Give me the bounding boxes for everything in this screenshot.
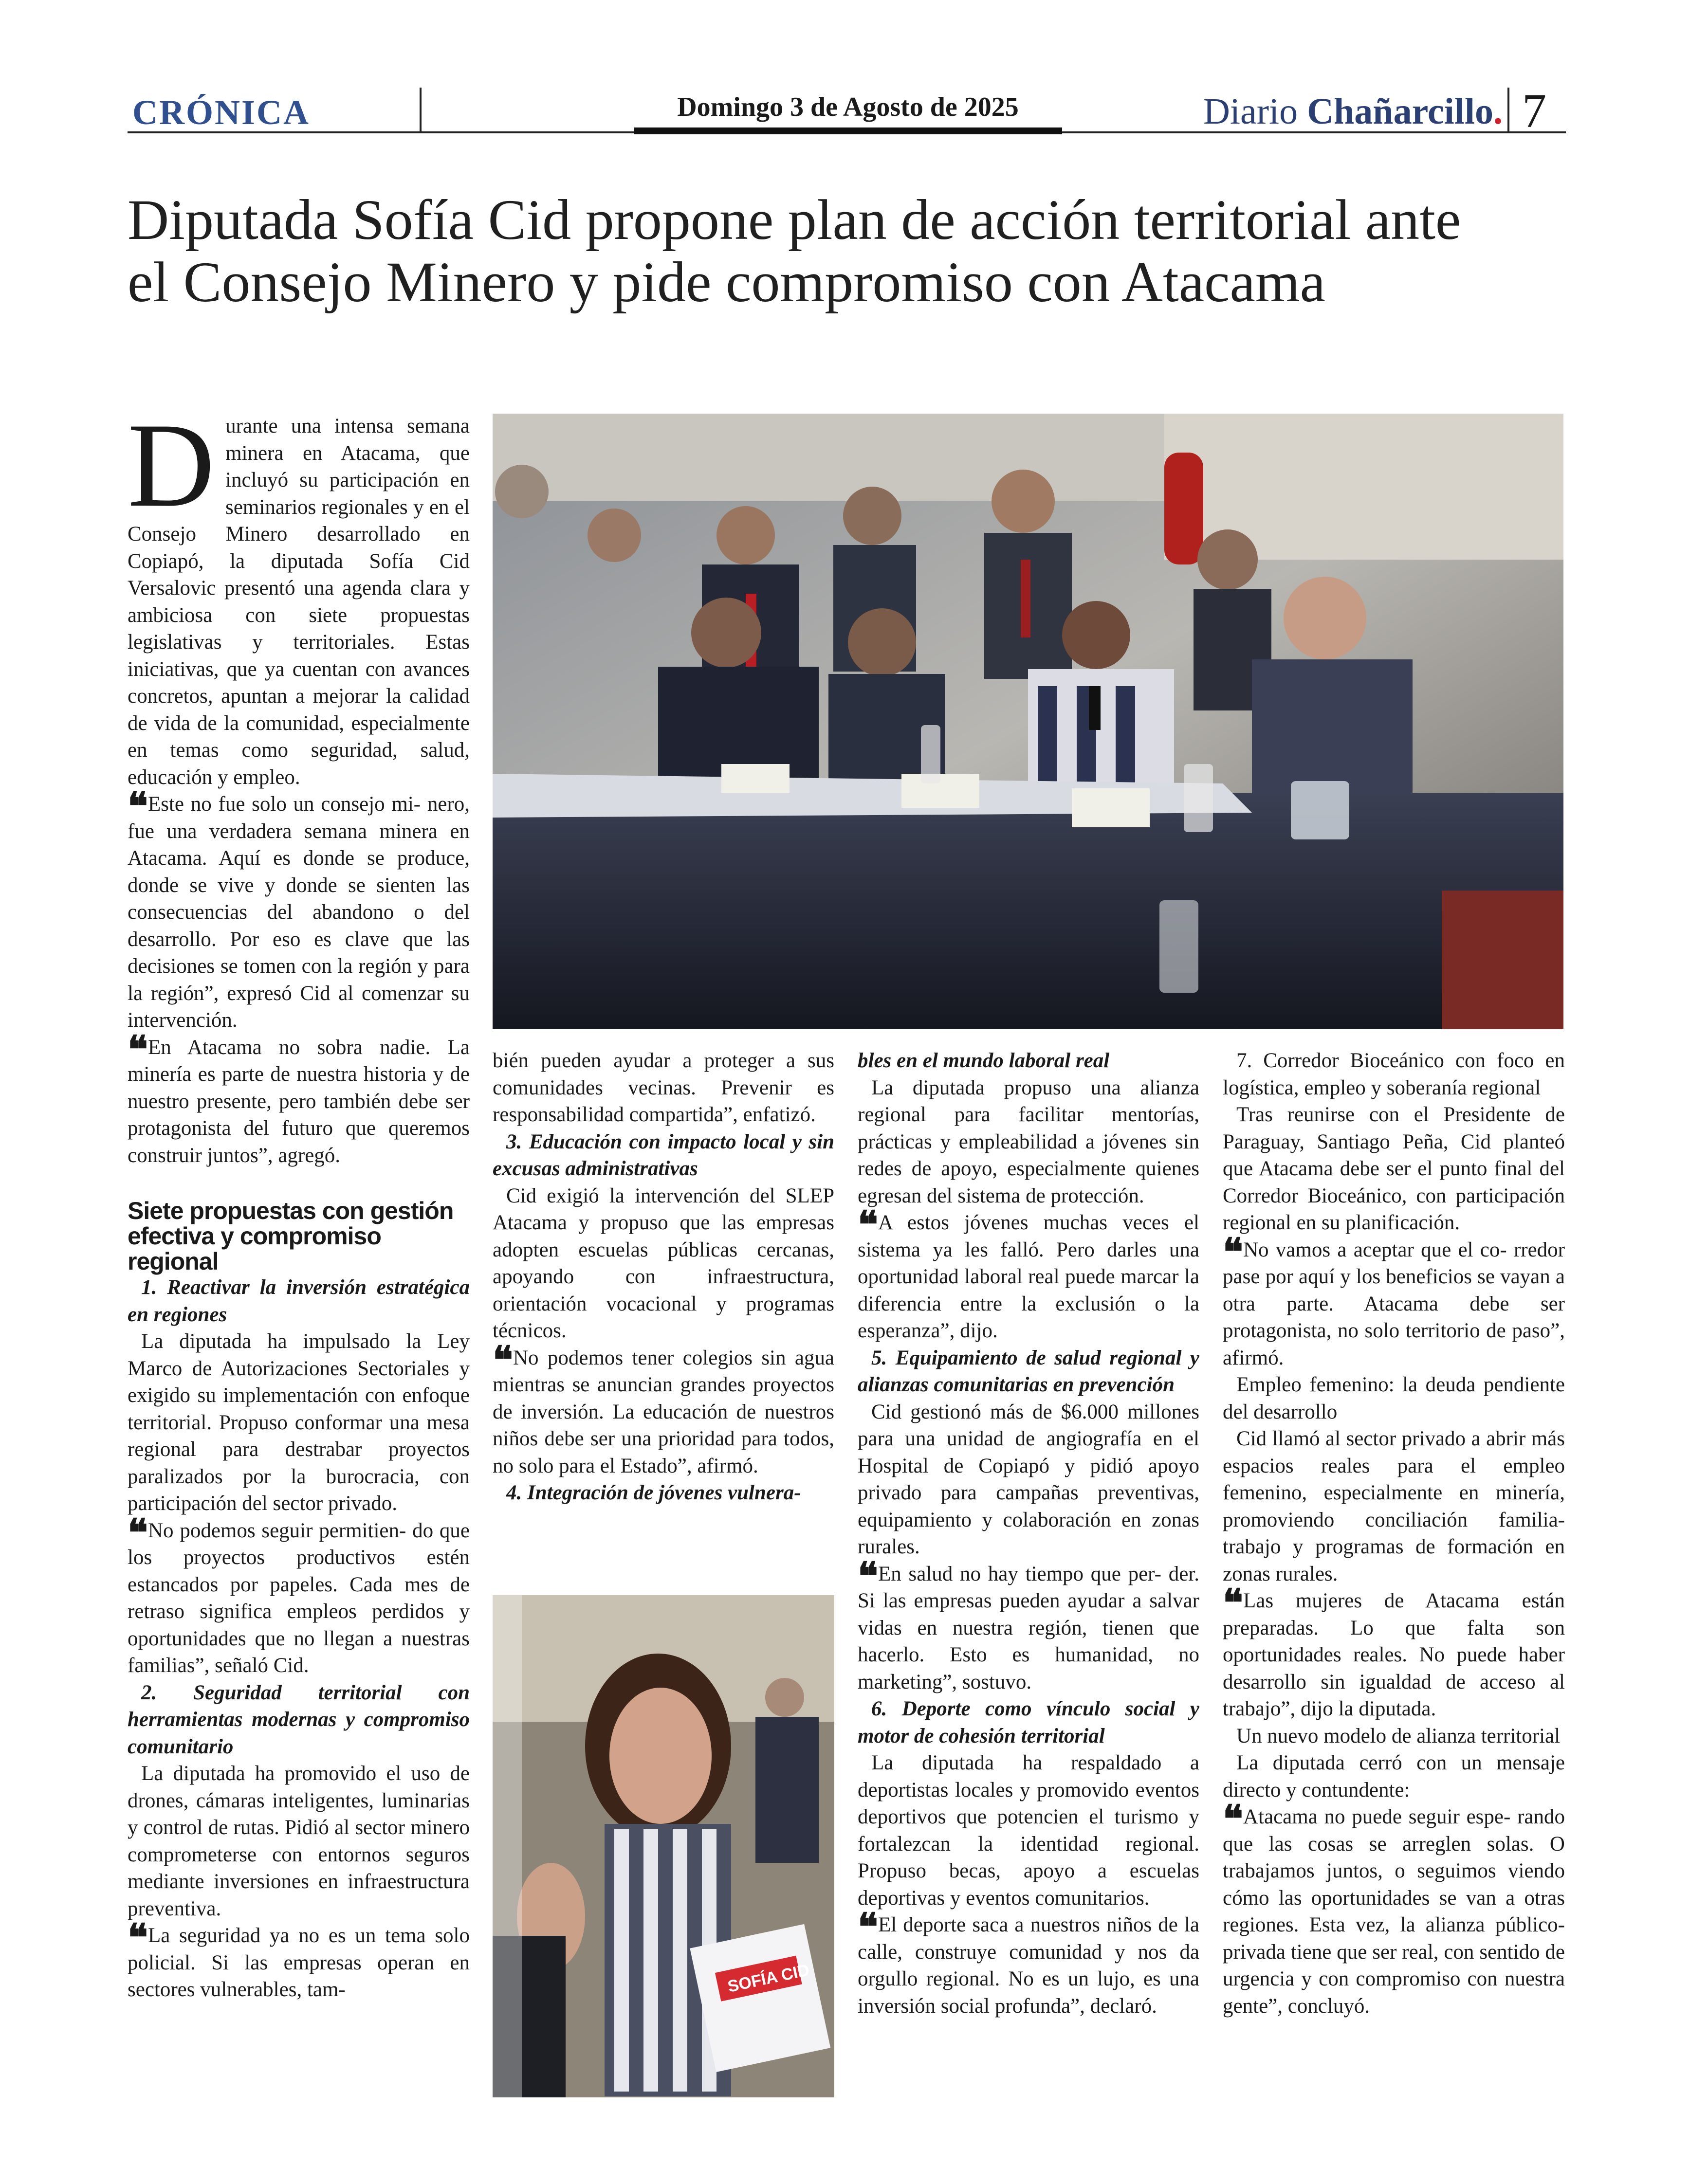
quote-first-line: No vamos a aceptar que el co-	[1243, 1238, 1507, 1261]
quote-first-line: Atacama no puede seguir espe-	[1243, 1805, 1511, 1828]
drop-cap: D	[128, 398, 215, 532]
quote-first-line: No podemos tener colegios	[513, 1346, 753, 1369]
quote-text: preparadas. Lo que falta son oportunidades reales. No puede haber desarrollo sin igualdad de acceso al trabajo”, dijo la diputada.	[1223, 1616, 1565, 1720]
section-title: Empleo femenino: la deuda pendiente del desarrollo	[1223, 1373, 1565, 1423]
quote-mark-icon: ❝	[128, 1511, 145, 1554]
quote-mark-icon: ❝	[128, 1917, 145, 1959]
article-column-1	[128, 398, 470, 2003]
proposal-heading: 3. Educación con impacto local y sin excusas administrativas	[493, 1130, 834, 1180]
proposal-heading: 5. Equipamiento de salud regional y alianzas comunitarias en prevención	[858, 1346, 1199, 1396]
main-photo	[493, 414, 1563, 1029]
paper-prefix: Diario	[1203, 91, 1307, 132]
headline: Diputada Sofía Cid propone plan de acción territorial ante el Consejo Minero y pide compromiso con Atacama	[128, 188, 1461, 314]
quote-first-line: A estos jóvenes muchas veces el	[878, 1211, 1199, 1234]
body-paragraph: Cid gestionó más de $6.000 millones para una unidad de angiografía en el Hospital de Copiapó y pidió apoyo privado para campañas preventivas, equipamiento y colaboración en zonas rurales.	[858, 1400, 1199, 1558]
pull-quote	[128, 1511, 470, 1679]
quote-first-line: En Atacama no sobra nadie.	[147, 1036, 431, 1059]
section-title: Un nuevo modelo de alianza territorial	[1236, 1724, 1561, 1747]
date-bar	[634, 127, 1062, 134]
pull-quote	[128, 1028, 470, 1169]
article-column-3	[858, 1047, 1199, 2020]
pull-quote	[1223, 1582, 1565, 1723]
section-title: 7. Corredor Bioceánico con foco en logística, empleo y soberanía regional	[1223, 1049, 1565, 1099]
body-paragraph: Tras reunirse con el Presidente de Paraguay, Santiago Peña, Cid planteó que Atacama debe ser el punto final del Corredor Bioceánico, con participación regional en su planificación.	[1223, 1103, 1565, 1234]
quote-text: rando que las cosas se arreglen solas. O trabajamos juntos, o seguimos viendo cómo las oportunidades se van a otras regiones. Esta vez, la alianza público-privada tiene que ser real, con sentido de urgencia y con compromiso con nuestra gente”, concluyó.	[1223, 1805, 1565, 2018]
quote-first-line: El deporte saca a nuestros niños	[878, 1913, 1152, 1936]
quote-mark-icon: ❝	[858, 1204, 875, 1246]
secondary-photo	[493, 1595, 834, 2097]
body-paragraph: La diputada propuso una alianza regional para facilitar mentorías, prácticas y empleabilidad a jóvenes sin redes de apoyo, especialmente quienes egresan del sistema de protección.	[858, 1076, 1199, 1207]
body-paragraph: La diputada cerró con un mensaje directo y contundente:	[1223, 1751, 1565, 1802]
body-paragraph: Cid llamó al sector privado a abrir más espacios reales para el empleo femenino, especialmente en minería, promoviendo conciliación familia-trabajo y programas de formación en zonas rurales.	[1223, 1427, 1565, 1585]
body-paragraph: La diputada ha promovido el uso de drones, cámaras inteligentes, luminarias y control de rutas. Pidió al sector minero comprometerse con entornos seguros mediante inversiones en infraestructura preventiva.	[128, 1762, 470, 1920]
pull-quote	[493, 1339, 834, 1480]
body-paragraph: La diputada ha respaldado a deportistas locales y promovido eventos deportivos que potencien el turismo y fortalezcan la identidad regional. Propuso becas, apoyo a escuelas deportivas y eventos comunitarios.	[858, 1751, 1199, 1910]
pull-quote	[858, 1906, 1199, 2020]
quote-first-line: En salud no hay tiempo que per-	[878, 1562, 1161, 1585]
issue-date: Domingo 3 de Agosto de 2025	[677, 92, 1019, 122]
paper-name: Chañarcillo	[1307, 91, 1494, 132]
quote-text: rredor pase por aquí y los beneficios se vayan a otra parte. Atacama debe ser protagonista, no solo territorio de paso”, afirmó.	[1223, 1238, 1565, 1369]
paper-dot: .	[1493, 91, 1503, 132]
proposal-heading: 4. Integración de jóvenes vulnera-	[506, 1481, 801, 1504]
proposal-heading: 2. Seguridad territorial con herramientas modernas y compromiso comunitario	[128, 1681, 470, 1758]
proposal-heading: 1. Reactivar la inversión estratégica en regiones	[128, 1276, 470, 1326]
page-number: 7	[1522, 84, 1546, 138]
pull-quote	[858, 1555, 1199, 1696]
quote-text: der. Si las empresas pueden ayudar a salvar vidas en nuestra región, tienen que hacerlo. Esto es humanidad, no marketing”, sostuvo.	[858, 1562, 1199, 1693]
campaign-badge: SOFÍA CID	[726, 1961, 811, 1996]
quote-mark-icon: ❝	[1223, 1582, 1240, 1624]
quote-mark-icon: ❝	[493, 1339, 510, 1382]
quote-first-line: Las mujeres de Atacama están	[1243, 1589, 1565, 1612]
article-column-4	[1223, 1047, 1565, 2020]
pull-quote	[128, 1917, 470, 2003]
pull-quote	[128, 785, 470, 1034]
pull-quote	[858, 1204, 1199, 1345]
page-header	[128, 83, 1566, 136]
quote-text: solo policial. Si las empresas operan en sectores vulnerables, tam-	[128, 1924, 470, 2001]
quote-first-line: Este no fue solo un consejo mi-	[147, 793, 421, 816]
section-divider	[420, 88, 422, 131]
quote-text: sin agua mientras se anuncian grandes proyectos de inversión. La educación de nuestros niños debe ser una prioridad para todos, no solo para el Estado”, afirmó.	[493, 1346, 834, 1477]
quote-first-line: No podemos seguir permitien-	[147, 1519, 406, 1542]
interview-photo-illustration	[493, 1595, 834, 2097]
quote-text: do que los proyectos productivos estén estancados por papeles. Cada mes de retraso significa empleos perdidos y oportunidades que no llegan a nuestras familias”, señaló Cid.	[128, 1519, 470, 1677]
quote-mark-icon: ❝	[858, 1555, 875, 1598]
body-paragraph: bién pueden ayudar a proteger a sus comunidades vecinas. Prevenir es responsabilidad compartida”, enfatizó.	[493, 1049, 834, 1126]
quote-mark-icon: ❝	[1223, 1231, 1240, 1274]
quote-mark-icon: ❝	[128, 785, 145, 828]
meeting-photo-illustration	[493, 414, 1563, 1029]
section-label: CRÓNICA	[132, 93, 311, 132]
quote-text: nero, fue una verdadera semana minera en Atacama. Aquí es donde se produce, donde se vive y donde se sienten las consecuencias del abandono o del desarrollo. Por eso es clave que las decisiones se tomen con la región y para la región”, expresó Cid al comenzar su intervención.	[128, 793, 470, 1032]
article-column-2	[493, 1047, 834, 1507]
subhead: Siete propuestas con gestión efectiva y compromiso regional	[128, 1197, 454, 1275]
body-paragraph: Cid exigió la intervención del SLEP Atacama y propuso que las empresas adopten escuelas públicas cercanas, apoyando con infraestructura, orientación vocacional y programas técnicos.	[493, 1184, 834, 1342]
quote-mark-icon: ❝	[858, 1906, 875, 1948]
quote-first-line: La seguridad ya no es un tema	[147, 1924, 426, 1947]
pull-quote	[1223, 1798, 1565, 2020]
lead-paragraph	[128, 398, 470, 791]
quote-mark-icon: ❝	[1223, 1798, 1240, 1840]
proposal-heading: 6. Deporte como vínculo social y motor de cohesión territorial	[858, 1697, 1199, 1747]
quote-text: sistema ya les falló. Pero darles una oportunidad laboral real puede marcar la diferencia entre la exclusión o la esperanza”, dijo.	[858, 1238, 1199, 1342]
quote-text: La minería es parte de nuestra historia y de nuestro presente, pero también debe ser protagonista del futuro que queremos construir juntos”, agregó.	[128, 1036, 470, 1167]
page-divider	[1507, 88, 1509, 131]
lead-text: urante una intensa semana minera en Atacama, que incluyó su participación en seminarios regionales y en el Consejo Minero desarrollado en Copiapó, la diputada Sofía Cid Versalovic presentó una agenda clara y ambiciosa con siete propuestas legislativas y territoriales. Estas iniciativas, que ya cuentan con avances concretos, apuntan a mejorar la calidad de vida de la comunidad, especialmente en temas como seguridad, salud, educación y empleo.	[128, 415, 470, 789]
body-paragraph: La diputada ha impulsado la Ley Marco de Autorizaciones Sectoriales y exigido su implementación con enfoque territorial. Propuso conformar una mesa regional para destrabar proyectos paralizados por la burocracia, con participación del sector privado.	[128, 1330, 470, 1515]
pull-quote	[1223, 1231, 1565, 1372]
quote-text: de la calle, construye comunidad y nos da orgullo regional. No es un lujo, es una inversión social profunda”, declaró.	[858, 1913, 1199, 2018]
newspaper-name	[1203, 91, 1503, 133]
proposal-heading: bles en el mundo laboral real	[858, 1049, 1110, 1072]
quote-mark-icon: ❝	[128, 1028, 145, 1071]
